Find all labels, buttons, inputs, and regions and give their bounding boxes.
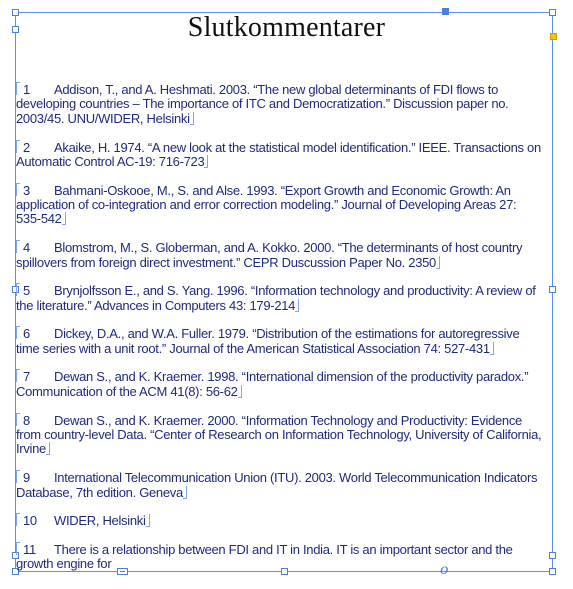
endnote-end-marker <box>46 442 50 455</box>
endnote-item[interactable] <box>16 369 544 399</box>
endnote-end-marker <box>183 486 187 499</box>
endnote-item[interactable] <box>16 140 544 170</box>
endnote-item[interactable] <box>16 542 544 572</box>
endnote-end-marker <box>295 299 299 312</box>
overset-text-icon[interactable]: o <box>440 562 449 578</box>
endnote-number: 11 <box>23 541 36 557</box>
endnote-text: Akaike, H. 1974. “A new look at the statistical model identification.” IEEE. Transactions on Automatic Control AC-19: 716-723 <box>16 139 541 169</box>
endnote-number: 1 <box>23 82 30 97</box>
endnote-number: 10 <box>23 513 37 529</box>
endnote-text: Bahmani-Oskooe, M., S. and Alse. 1993. “Export Growth and Economic Growth: An application of co-integration and error correction modeling.” Journal of Developing Areas 27: 535-542 <box>16 182 517 227</box>
endnote-text: WIDER, Helsinki <box>54 513 146 529</box>
handle-mid-right[interactable] <box>549 286 556 293</box>
endnote-number: 7 <box>23 369 30 385</box>
endnote-number: 3 <box>23 182 30 198</box>
endnote-item[interactable] <box>16 513 544 528</box>
endnote-text: Dickey, D.A., and W.A. Fuller. 1979. “Distribution of the estimations for autoregressive time series with a unit root.” Journal of the American Statistical Association 74: 527-431 <box>16 326 520 356</box>
endnote-number: 8 <box>23 412 30 428</box>
endnote-number: 9 <box>23 470 30 486</box>
handle-bottom-right-upper[interactable] <box>549 552 556 559</box>
endnote-number: 6 <box>23 326 30 342</box>
endnote-item[interactable] <box>16 470 544 500</box>
handle-bottom-right[interactable] <box>549 568 556 575</box>
endnote-text: Brynjolfsson E., and S. Yang. 1996. “Information technology and productivity: A review of the literature.” Advances in Computers 43: 179-214 <box>16 283 536 313</box>
endnote-item[interactable] <box>16 283 544 313</box>
endnotes-list <box>16 82 544 585</box>
endnote-text: International Telecommunication Union (ITU). 2003. World Telecommunication Indicators Database, 7th edition. Geneva <box>16 470 538 500</box>
endnote-end-marker <box>204 155 208 168</box>
endnote-number: 4 <box>23 240 30 256</box>
endnote-number: 2 <box>23 139 30 155</box>
endnote-item[interactable] <box>16 326 544 356</box>
endnote-end-marker <box>490 342 494 355</box>
endnote-number: 5 <box>23 283 30 299</box>
endnote-item[interactable] <box>16 183 544 227</box>
endnote-text: There is a relationship between FDI and IT in India. IT is an important sector and the growth engine for <box>16 541 513 572</box>
endnote-text: Dewan S., and K. Kraemer. 1998. “International dimension of the productivity paradox.” Communication of the ACM 41(8): 56-62 <box>16 369 529 399</box>
endnote-text: Addison, T., and A. Heshmati. 2003. “The new global determinants of FDI flows to developing countries – The importance of ITC and Democratization.” Discussion paper no. 2003/45. UNU/WIDER, Helsinki <box>16 82 509 126</box>
endnote-item[interactable] <box>16 82 544 126</box>
endnote-end-marker <box>62 212 66 225</box>
endnote-text: Blomstrom, M., S. Globerman, and A. Kokko. 2000. “The determinants of host country spillovers from foreign direct investment.” CEPR Duscussion Paper No. 2350 <box>16 240 523 270</box>
endnote-item[interactable] <box>16 413 544 457</box>
endnote-end-marker <box>146 514 150 527</box>
endnote-end-marker <box>190 112 194 125</box>
page-title: Slutkommentarer <box>187 12 386 43</box>
endnote-text: Dewan S., and K. Kraemer. 2000. “Information Technology and Productivity: Evidence from country-level Data. “Center of Research on Information Technology, University of California, Irvine <box>16 412 542 457</box>
endnote-end-marker <box>238 385 242 398</box>
endnote-item[interactable] <box>16 240 544 270</box>
endnote-end-marker <box>436 256 440 269</box>
